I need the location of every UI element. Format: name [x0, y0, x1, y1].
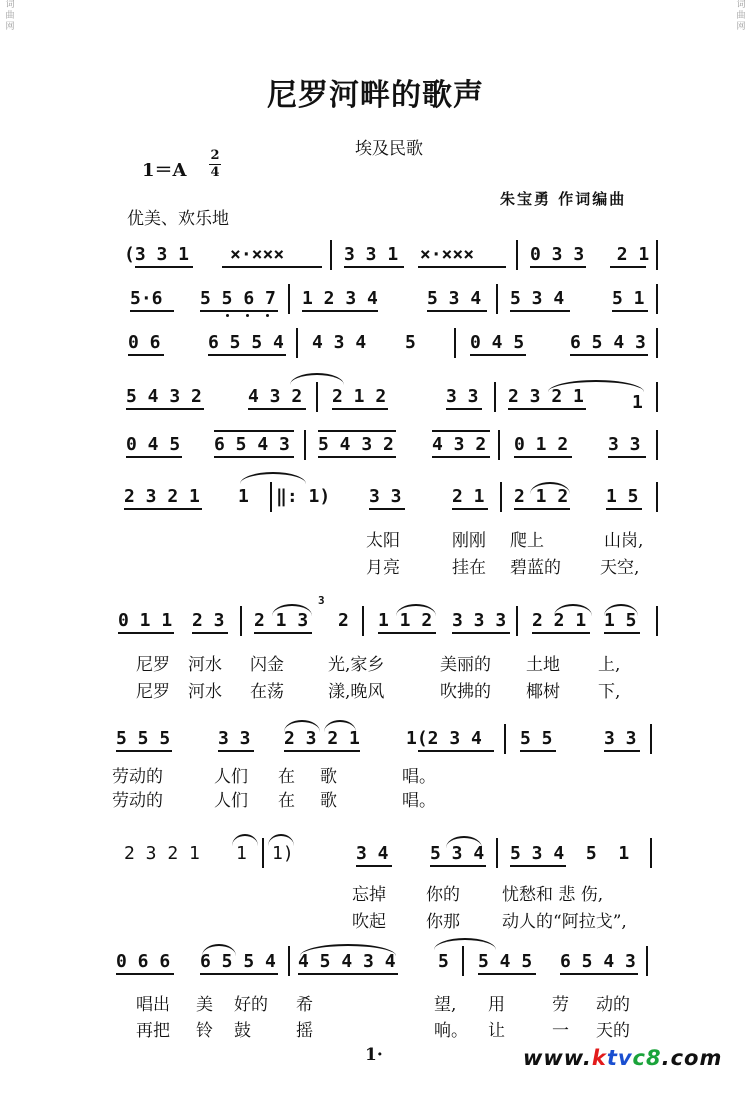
beam: [452, 508, 488, 510]
beam: [218, 750, 254, 752]
beam: [570, 354, 648, 356]
beam: [332, 408, 388, 410]
repeat-start: ‖: 1): [276, 486, 331, 507]
low-octave-dot: [266, 314, 269, 317]
beam: [432, 456, 490, 458]
beam: [254, 632, 312, 634]
beam: [612, 310, 648, 312]
lyric: 劳动的: [112, 791, 163, 811]
lyric: 太阳: [366, 531, 400, 551]
beam: [604, 632, 640, 634]
beam: [452, 632, 510, 634]
lyric: 椰树: [526, 682, 560, 702]
note-group: 0 3 3 2 1: [530, 244, 650, 265]
lyric: 刚刚: [452, 531, 486, 551]
beam: [470, 354, 526, 356]
barline: [656, 606, 658, 636]
beam: [514, 456, 572, 458]
lyric: 唱出: [136, 995, 170, 1015]
lyric: 让: [488, 1021, 505, 1041]
lyric: 土地: [526, 655, 560, 675]
lyric: 尼罗: [136, 655, 170, 675]
lyric: 漾,晚风: [328, 682, 385, 702]
note-group: 0 6 6: [116, 951, 171, 972]
lyric: 动的: [596, 995, 630, 1015]
beam: [200, 310, 278, 312]
lyric: 人们: [214, 791, 248, 811]
note-group: 6 5 4 3: [214, 434, 290, 455]
page-number: 1·: [365, 1045, 383, 1065]
barline: [504, 724, 506, 754]
note-group: 3 3: [608, 434, 641, 455]
url-c8: c8: [632, 1046, 662, 1070]
grace-note: 3: [318, 594, 325, 607]
barline: [316, 382, 318, 412]
lyric: 再把: [136, 1021, 170, 1041]
barline: [656, 430, 658, 460]
note-group: 3 3: [446, 386, 479, 407]
key-signature: 1＝A: [142, 160, 187, 181]
lyric: 天空,: [600, 558, 640, 578]
lyric: 上,: [598, 655, 621, 675]
beam: [430, 865, 486, 867]
note-group: 4 3 2: [248, 386, 303, 407]
time-signature-bottom: 4: [210, 165, 220, 180]
barline: [498, 430, 500, 460]
note-group: 6 5 5 4: [208, 332, 284, 353]
beam: [427, 310, 487, 312]
beam: [116, 973, 174, 975]
lyric: 山岗,: [604, 531, 644, 551]
note-group: 2 3: [192, 610, 225, 631]
note-group: 1: [238, 486, 249, 507]
note-group: 2 3 2 1: [508, 386, 584, 407]
note-group: 1: [236, 843, 247, 864]
beam-upper: [318, 430, 396, 432]
beam: [118, 632, 174, 634]
note-group: 0 4 5: [470, 332, 525, 353]
note-group: (3 3 1: [124, 244, 190, 265]
note-group: 3 3: [369, 486, 402, 507]
beam: [418, 266, 506, 268]
url-k: k: [591, 1046, 607, 1070]
lyric: 闪金: [250, 655, 284, 675]
note-group: 2 3 2 1: [124, 843, 200, 864]
lyric: 好的: [234, 995, 268, 1015]
watermark-left: 词 曲 网: [5, 0, 15, 32]
note-group: 2 2 1: [532, 610, 587, 631]
lyric: 河水: [188, 682, 222, 702]
beam: [514, 508, 570, 510]
note-group: 2 1 2: [514, 486, 569, 507]
lyric: 美丽的: [440, 655, 491, 675]
beam: [608, 456, 646, 458]
lyric: 铃: [196, 1021, 213, 1041]
note-group: 5 4 3 2: [126, 386, 202, 407]
beam: [318, 456, 396, 458]
note-group: 5 3 4: [510, 288, 565, 309]
beam: [344, 266, 404, 268]
lyric: 忧愁和 悲 伤,: [502, 885, 604, 905]
lyric: 碧蓝的: [510, 558, 561, 578]
beam: [606, 508, 642, 510]
note-group: 1 5: [604, 610, 637, 631]
barline: [650, 724, 652, 754]
lyric: 美: [196, 995, 213, 1015]
lyric: 鼓: [234, 1021, 251, 1041]
note-group: 2 3 2 1: [124, 486, 200, 507]
lyric: 光,家乡: [328, 655, 385, 675]
beam: [130, 310, 174, 312]
note-group: 0 4 5: [126, 434, 181, 455]
beam: [126, 456, 182, 458]
note-group: 2 1: [452, 486, 485, 507]
lyric: 唱。: [402, 791, 436, 811]
watermark-right: 词 曲 网: [736, 0, 746, 32]
beam: [128, 354, 164, 356]
tempo-marking: 优美、欢乐地: [127, 209, 229, 229]
lyric: 劳: [552, 995, 569, 1015]
lyric: 吹拂的: [440, 682, 491, 702]
barline: [288, 284, 290, 314]
note-group: 5 4 5: [478, 951, 533, 972]
barline: [462, 946, 464, 976]
song-title: 尼罗河畔的歌声: [267, 78, 484, 113]
note-group: 1): [272, 843, 294, 864]
song-origin: 埃及民歌: [355, 139, 423, 159]
note-group: ×·×××: [230, 244, 285, 265]
lyric: 月亮: [366, 558, 400, 578]
author-credit: 朱宝勇 作词编曲: [500, 190, 627, 208]
barline: [454, 328, 456, 358]
barline: [496, 838, 498, 868]
beam: [560, 973, 638, 975]
barline: [656, 240, 658, 270]
beam: [208, 354, 286, 356]
beam: [124, 508, 202, 510]
note-group: 4 5 4 3 4: [298, 951, 396, 972]
barline: [270, 482, 272, 512]
note-group: 5 3 4 5 1: [510, 843, 630, 864]
barline: [262, 838, 264, 868]
beam: [126, 408, 204, 410]
lyric: 你那: [426, 912, 460, 932]
note-group: 3 3 1 ×·×××: [344, 244, 475, 265]
lyric: 在: [278, 791, 295, 811]
barline: [494, 382, 496, 412]
website-watermark: [523, 1046, 722, 1070]
lyric: 人们: [214, 767, 248, 787]
lyric: 在: [278, 767, 295, 787]
beam: [446, 408, 482, 410]
note-group: 5 3 4: [427, 288, 482, 309]
note-group: 2 1 3: [254, 610, 309, 631]
tie: [548, 380, 644, 392]
note-group: 0 6: [128, 332, 161, 353]
beam: [510, 310, 570, 312]
note-group: 1: [632, 392, 643, 413]
note-group: 2 3 2 1: [284, 728, 360, 749]
tie: [240, 472, 306, 484]
lyric: 忘掉: [352, 885, 386, 905]
lyric: 你的: [426, 885, 460, 905]
barline: [240, 606, 242, 636]
note-group: 6 5 4 3: [560, 951, 636, 972]
beam: [200, 973, 278, 975]
note-group: 0 1 1: [118, 610, 173, 631]
beam: [604, 750, 640, 752]
note-group: 3 3: [218, 728, 251, 749]
note-group: 5: [405, 332, 416, 353]
lyric: 尼罗: [136, 682, 170, 702]
barline: [496, 284, 498, 314]
lyric: 天的: [596, 1021, 630, 1041]
lyric: 歌: [320, 767, 337, 787]
barline: [362, 606, 364, 636]
note-group: 1 1 2: [378, 610, 433, 631]
beam: [478, 973, 536, 975]
beam: [284, 750, 360, 752]
barline: [516, 606, 518, 636]
beam: [530, 266, 586, 268]
note-group: 6 5 5 4: [200, 951, 276, 972]
lyric: 歌: [320, 791, 337, 811]
url-tv: tv: [606, 1046, 633, 1070]
url-com: .com: [661, 1046, 723, 1070]
note-group: 5 1: [612, 288, 645, 309]
barline: [656, 382, 658, 412]
beam: [378, 632, 436, 634]
beam: [356, 865, 392, 867]
barline: [656, 482, 658, 512]
barline: [288, 946, 290, 976]
beam: [520, 750, 556, 752]
beam: [508, 408, 586, 410]
low-octave-dot: [246, 314, 249, 317]
note-group: 3 4: [356, 843, 389, 864]
beam: [214, 456, 294, 458]
note-group: 1 2 3 4: [302, 288, 378, 309]
beam: [135, 266, 193, 268]
lyric: 河水: [188, 655, 222, 675]
beam: [302, 310, 378, 312]
beam: [610, 266, 646, 268]
lyric: 唱。: [402, 767, 436, 787]
lyric: 下,: [598, 682, 621, 702]
note-group: 0 1 2: [514, 434, 569, 455]
low-octave-dot: [226, 314, 229, 317]
url-www: www.: [523, 1046, 592, 1070]
barline: [650, 838, 652, 868]
beam: [369, 508, 405, 510]
note-group: 1(2 3 4: [406, 728, 482, 749]
barline: [656, 328, 658, 358]
note-group: 4 3 2: [432, 434, 487, 455]
note-group: 1 5: [606, 486, 639, 507]
lyric: 爬上: [510, 531, 544, 551]
tie: [434, 938, 496, 950]
note-group: 5 5 6 7: [200, 288, 276, 309]
note-group: 5: [438, 951, 449, 972]
beam-upper: [432, 430, 490, 432]
barline: [656, 284, 658, 314]
beam: [418, 750, 494, 752]
lyric: 吹起: [352, 912, 386, 932]
note-group: 3 3: [604, 728, 637, 749]
lyric: 响。: [434, 1021, 468, 1041]
time-signature-top: 2: [210, 148, 220, 163]
note-group: 4 3 4: [312, 332, 367, 353]
barline: [646, 946, 648, 976]
barline: [516, 240, 518, 270]
lyric: 望,: [434, 995, 457, 1015]
lyric: 摇: [296, 1021, 313, 1041]
beam: [510, 865, 566, 867]
note-group: 5 3 4: [430, 843, 485, 864]
beam-upper: [214, 430, 294, 432]
note-group: 5 4 3 2: [318, 434, 394, 455]
note-group: 5 5 5: [116, 728, 171, 749]
barline: [500, 482, 502, 512]
lyric: 一: [552, 1021, 569, 1041]
lyric: 动人的“阿拉戈”,: [502, 912, 627, 932]
lyric: 在荡: [250, 682, 284, 702]
barline: [330, 240, 332, 270]
note-group: 5·6: [130, 288, 163, 309]
beam: [222, 266, 322, 268]
note-group: 2: [338, 610, 349, 631]
note-group: 6 5 4 3: [570, 332, 646, 353]
beam: [192, 632, 228, 634]
barline: [296, 328, 298, 358]
note-group: 3 3 3: [452, 610, 507, 631]
beam: [116, 750, 172, 752]
lyric: 挂在: [452, 558, 486, 578]
beam: [298, 973, 398, 975]
note-group: 2 1 2: [332, 386, 387, 407]
lyric: 劳动的: [112, 767, 163, 787]
note-group: 5 5: [520, 728, 553, 749]
lyric: 用: [488, 995, 505, 1015]
barline: [304, 430, 306, 460]
beam: [248, 408, 306, 410]
beam: [532, 632, 590, 634]
lyric: 希: [296, 995, 313, 1015]
